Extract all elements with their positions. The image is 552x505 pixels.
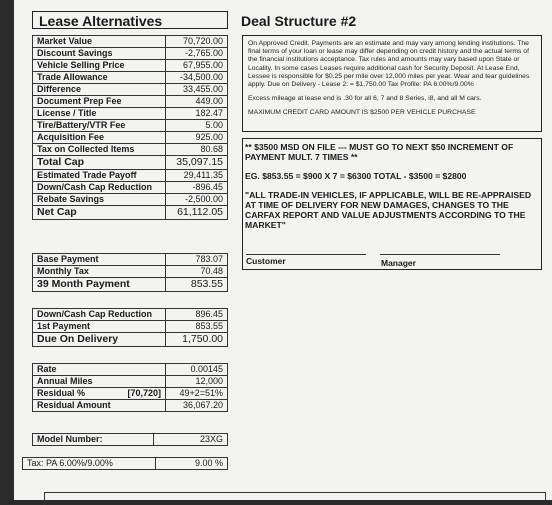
pricing-row xyxy=(33,108,228,120)
manager-label: Manager xyxy=(381,258,416,268)
row-label: Residual Amount xyxy=(33,400,166,412)
row-value: 0.00145 xyxy=(166,364,228,376)
row-value: -2,500.00 xyxy=(166,194,228,206)
delivery-table xyxy=(32,308,228,347)
pricing-row xyxy=(33,156,228,170)
customer-signature-line xyxy=(246,254,366,255)
payment-row xyxy=(33,278,228,292)
pricing-row xyxy=(33,144,228,156)
row-label: Rate xyxy=(33,364,166,376)
row-value: 925.00 xyxy=(166,132,228,144)
row-value: 182.47 xyxy=(166,108,228,120)
row-value: 67,955.00 xyxy=(166,60,228,72)
manager-signature-line xyxy=(380,254,500,255)
row-label xyxy=(33,388,166,400)
pricing-row xyxy=(33,96,228,108)
row-label: License / Title xyxy=(33,108,166,120)
tax-row xyxy=(23,458,228,470)
row-label: Monthly Tax xyxy=(33,266,166,278)
row-label: Vehicle Selling Price xyxy=(33,60,166,72)
row-value: 449.00 xyxy=(166,96,228,108)
row-value: 783.07 xyxy=(166,254,228,266)
pricing-row xyxy=(33,170,228,182)
row-label: Trade Allowance xyxy=(33,72,166,84)
pricing-table xyxy=(32,35,228,220)
terms-paragraph-1: On Approved Credit. Payments are an estimate and may vary among lending institutions. The final terms of your loan or lease may differ depending on credit history and the actual terms of the financial institutions acceptance. Tax rules and amounts may vary based upon State or Locality. In some cases Leases require additional cash for Security Deposit. At Lease End, Lessee is responsible for $0.25 per mile over 12,000 miles per year. Wear and tear guidelines apply. Due on Delivery - Lease 2: = $1,750.00 Tax Profile: PA 6.00%/9.00% xyxy=(248,40,530,89)
msd-paragraph-1: ** $3500 MSD ON FILE --- MUST GO TO NEXT $50 INCREMENT OF PAYMENT MULT. 7 TIMES ** xyxy=(245,142,514,162)
row-label: Discount Savings xyxy=(33,48,166,60)
row-label-text: Residual % xyxy=(37,388,86,398)
payment-row xyxy=(33,266,228,278)
row-value: 5.00 xyxy=(166,120,228,132)
row-value: 49+2=51% xyxy=(166,388,228,400)
row-label: Rebate Savings xyxy=(33,194,166,206)
row-value: 29,411.35 xyxy=(166,170,228,182)
row-value: 70,720.00 xyxy=(166,36,228,48)
row-label: Tax on Collected Items xyxy=(33,144,166,156)
row-label: Annual Miles xyxy=(33,376,166,388)
deal-structure-title: Deal Structure #2 xyxy=(241,13,357,29)
pricing-row xyxy=(33,120,228,132)
terms-paragraph-3: MAXIMUM CREDIT CARD AMOUNT IS $2500 PER VEHICLE PURCHASE xyxy=(248,109,476,117)
row-value: 12,000 xyxy=(166,376,228,388)
row-value: 33,455.00 xyxy=(166,84,228,96)
lease-alternatives-title: Lease Alternatives xyxy=(32,11,228,29)
rate-row xyxy=(33,376,228,388)
row-label: Estimated Trade Payoff xyxy=(33,170,166,182)
pricing-row xyxy=(33,182,228,194)
rate-table xyxy=(32,363,228,412)
row-label: 39 Month Payment xyxy=(33,278,166,292)
msd-text xyxy=(245,142,537,239)
terms-text xyxy=(248,40,538,124)
delivery-row xyxy=(33,321,228,333)
row-label: Total Cap xyxy=(33,156,166,170)
row-value: 36,067.20 xyxy=(166,400,228,412)
pricing-row xyxy=(33,60,228,72)
terms-paragraph-2: Excess mileage at lease end is .30 for all 6, 7 and 8 Series, i8, and all M cars. xyxy=(248,95,482,103)
tax-table xyxy=(22,457,228,470)
row-value: 80.68 xyxy=(166,144,228,156)
pricing-row xyxy=(33,132,228,144)
model-label: Model Number: xyxy=(33,434,154,446)
row-value: 1,750.00 xyxy=(166,333,228,347)
pricing-row xyxy=(33,84,228,96)
delivery-row xyxy=(33,333,228,347)
row-label: Acquisition Fee xyxy=(33,132,166,144)
row-value: 853.55 xyxy=(166,321,228,333)
rate-row xyxy=(33,388,228,400)
payment-table xyxy=(32,253,228,292)
lease-document xyxy=(14,0,552,500)
row-label: Down/Cash Cap Reduction xyxy=(33,309,166,321)
row-label: Net Cap xyxy=(33,206,166,220)
pricing-row xyxy=(33,206,228,220)
rate-row xyxy=(33,400,228,412)
payment-row xyxy=(33,254,228,266)
row-label: Due On Delivery xyxy=(33,333,166,347)
row-value: 35,097.15 xyxy=(166,156,228,170)
model-table xyxy=(32,433,228,446)
row-value: 853.55 xyxy=(166,278,228,292)
row-label: Document Prep Fee xyxy=(33,96,166,108)
model-value: 23XG xyxy=(154,434,228,446)
pricing-row xyxy=(33,72,228,84)
row-label: Base Payment xyxy=(33,254,166,266)
bottom-box-edge xyxy=(44,492,546,505)
tax-value: 9.00 % xyxy=(156,458,228,470)
row-value: -34,500.00 xyxy=(166,72,228,84)
row-value: 61,112.05 xyxy=(166,206,228,220)
row-label: Market Value xyxy=(33,36,166,48)
row-value: -2,765.00 xyxy=(166,48,228,60)
msd-paragraph-2: EG. $853.55 = $900 X 7 = $6300 TOTAL - $3500 = $2800 xyxy=(245,171,467,181)
row-value: 70.48 xyxy=(166,266,228,278)
row-value: 896.45 xyxy=(166,309,228,321)
row-label: 1st Payment xyxy=(33,321,166,333)
pricing-row xyxy=(33,194,228,206)
row-label-extra: [70,720] xyxy=(127,388,161,398)
msd-paragraph-3: "ALL TRADE-IN VEHICLES, IF APPLICABLE, WILL BE RE-APPRAISED AT TIME OF DELIVERY FOR NEW DAMAGES, CHANGES TO THE CARFAX REPORT AND VALUE ADJUSTMENTS ACCORDING TO THE MARKET" xyxy=(245,190,532,230)
pricing-row xyxy=(33,36,228,48)
pricing-row xyxy=(33,48,228,60)
rate-row xyxy=(33,364,228,376)
row-value: -896.45 xyxy=(166,182,228,194)
row-label: Difference xyxy=(33,84,166,96)
tax-label: Tax: PA 6.00%/9.00% xyxy=(23,458,156,470)
customer-label: Customer xyxy=(246,256,286,266)
row-label: Down/Cash Cap Reduction xyxy=(33,182,166,194)
row-label: Tire/Battery/VTR Fee xyxy=(33,120,166,132)
delivery-row xyxy=(33,309,228,321)
model-row xyxy=(33,434,228,446)
